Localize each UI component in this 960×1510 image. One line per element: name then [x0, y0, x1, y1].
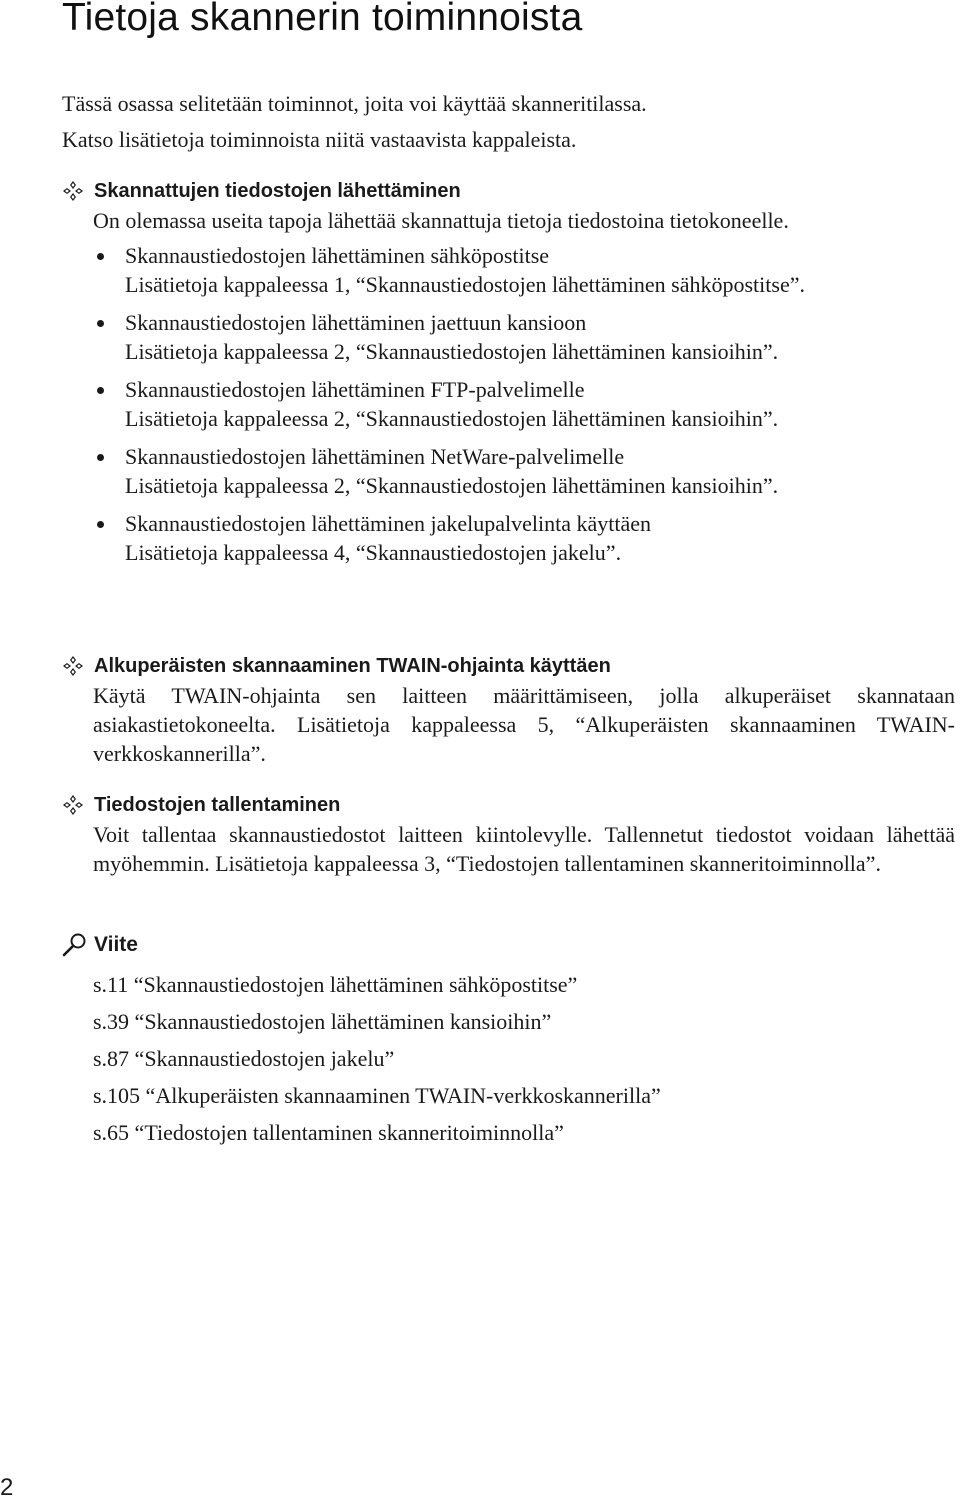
reference-list [93, 972, 922, 1146]
diamond-bullet-icon [62, 180, 84, 202]
reference-link[interactable]: s.65 “Tiedostojen tallentaminen skanneritoiminnolla” [93, 1120, 564, 1145]
section-body: On olemassa useita tapoja lähettää skannattuja tietoja tiedostoina tietokoneelle. [93, 208, 789, 233]
bullet-ref: Lisätietoja kappaleessa 2, “Skannaustiedostojen lähettäminen kansioihin”. [125, 406, 779, 431]
list-item [62, 375, 960, 433]
bullet-dot-icon [97, 253, 104, 260]
reference-heading-text: Viite [94, 933, 138, 956]
reference-link[interactable]: s.11 “Skannaustiedostojen lähettäminen sähköpostitse” [93, 972, 578, 997]
list-item [62, 442, 960, 500]
bullet-title: Skannaustiedostojen lähettäminen NetWare-palvelimelle [125, 444, 625, 469]
page-number: 2 [0, 1474, 14, 1501]
section-heading-text: Skannattujen tiedostojen lähettäminen [94, 179, 461, 202]
intro-line: Katso lisätietoja toiminnoista niitä vastaavista kappaleista. [62, 127, 577, 152]
reference-heading [62, 930, 922, 960]
bullet-ref: Lisätietoja kappaleessa 2, “Skannaustiedostojen lähettäminen kansioihin”. [125, 339, 779, 364]
bullet-ref: Lisätietoja kappaleessa 1, “Skannaustiedostojen lähettäminen sähköpostitse”. [125, 272, 805, 297]
bullet-dot-icon [97, 454, 104, 461]
reference-link[interactable]: s.105 “Alkuperäisten skannaaminen TWAIN-verkkoskannerilla” [93, 1083, 661, 1108]
section-heading [62, 790, 960, 820]
reference-box [62, 930, 922, 1157]
bullet-title: Skannaustiedostojen lähettäminen jaettuun kansioon [125, 310, 587, 335]
reference-link[interactable]: s.87 “Skannaustiedostojen jakelu” [93, 1046, 395, 1071]
bullet-title: Skannaustiedostojen lähettäminen FTP-palvelimelle [125, 377, 585, 402]
list-item [62, 308, 960, 366]
bullet-title: Skannaustiedostojen lähettäminen jakelupalvelinta käyttäen [125, 511, 652, 536]
section-heading-text: Tiedostojen tallentaminen [94, 793, 341, 816]
section-body: Voit tallentaa skannaustiedostot laitteen kiintolevylle. Tallennetut tiedostot voidaan lähettää myöhemmin. Lisätietoja kappaleessa 3, “Tiedostojen tallentaminen skanneritoiminnolla”. [93, 822, 955, 876]
intro [62, 86, 922, 158]
section-heading-text: Alkuperäisten skannaaminen TWAIN-ohjainta käyttäen [94, 654, 611, 677]
list-item [62, 241, 960, 299]
bullet-list [62, 241, 960, 567]
list-item [62, 509, 960, 567]
bullet-dot-icon [97, 387, 104, 394]
page-title: Tietoja skannerin toiminnoista [62, 0, 583, 39]
diamond-bullet-icon [62, 794, 84, 816]
bullet-ref: Lisätietoja kappaleessa 2, “Skannaustiedostojen lähettäminen kansioihin”. [125, 473, 779, 498]
intro-line: Tässä osassa selitetään toiminnot, joita voi käyttää skanneritilassa. [62, 91, 647, 116]
bullet-dot-icon [97, 521, 104, 528]
section-storing [62, 790, 960, 878]
section-heading [62, 176, 960, 206]
section-body: Käytä TWAIN-ohjainta sen laitteen määrittämiseen, jolla alkuperäiset skannataan asiakastietokoneelta. Lisätietoja kappaleessa 5, “Alkuperäisten skannaaminen TWAIN-verkkoskannerilla”. [93, 683, 955, 766]
bullet-title: Skannaustiedostojen lähettäminen sähköpostitse [125, 243, 550, 268]
section-sending [62, 176, 960, 576]
bullet-dot-icon [97, 320, 104, 327]
diamond-bullet-icon [62, 655, 84, 677]
section-twain [62, 651, 960, 768]
magnifier-icon [62, 932, 88, 958]
reference-link[interactable]: s.39 “Skannaustiedostojen lähettäminen kansioihin” [93, 1009, 552, 1034]
section-heading [62, 651, 960, 681]
bullet-ref: Lisätietoja kappaleessa 4, “Skannaustiedostojen jakelu”. [125, 540, 622, 565]
